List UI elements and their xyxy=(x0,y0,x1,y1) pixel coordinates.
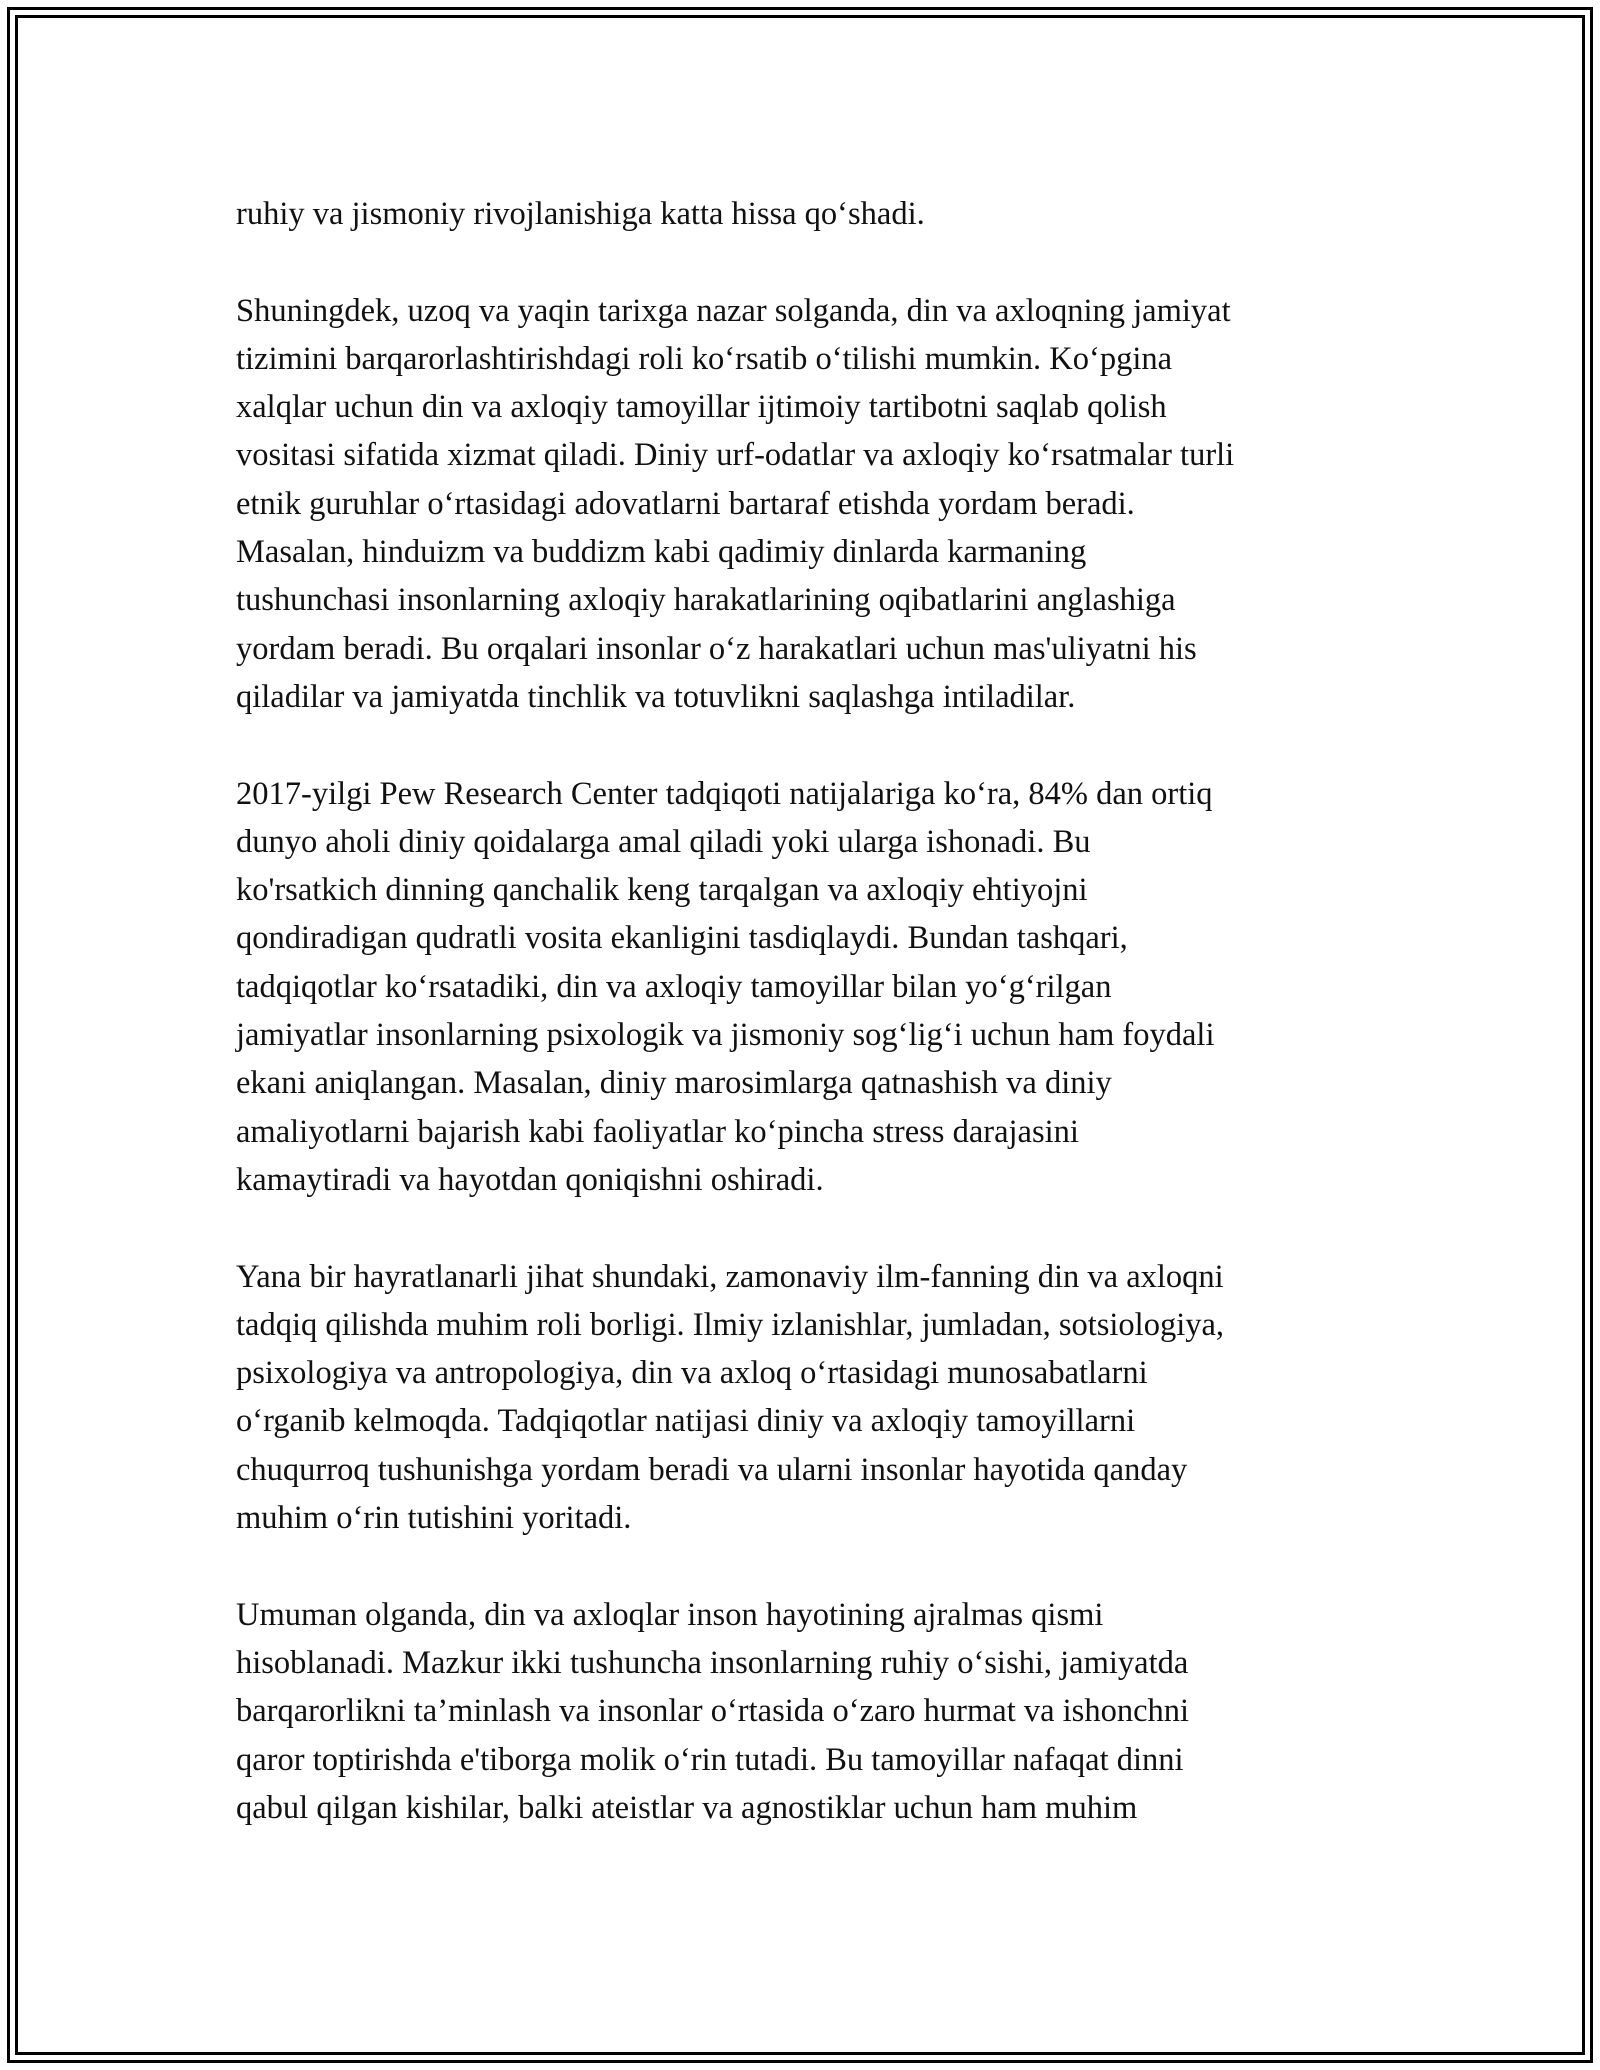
paragraph-4 xyxy=(236,1253,1376,1543)
text-line: tizimini barqarorlashtirishdagi roli ko‘rsatib o‘tilishi mumkin. Ko‘pgina xyxy=(236,340,1173,377)
text-line: o‘rganib kelmoqda. Tadqiqotlar natijasi diniy va axloqiy tamoyillarni xyxy=(236,1403,1136,1440)
text-line: hisoblanadi. Mazkur ikki tushuncha insonlarning ruhiy o‘sishi, jamiyatda xyxy=(236,1644,1189,1681)
text-line: etnik guruhlar o‘rtasidagi adovatlarni bartaraf etishda yordam beradi. xyxy=(236,485,1135,522)
document-body xyxy=(236,190,1376,1832)
text-line: chuqurroq tushunishga yordam beradi va ularni insonlar hayotida qanday xyxy=(236,1451,1188,1488)
text-line: Umuman olganda, din va axloqlar inson hayotining ajralmas qismi xyxy=(236,1596,1104,1633)
text-line: Yana bir hayratlanarli jihat shundaki, zamonaviy ilm-fanning din va axloqni xyxy=(236,1258,1224,1295)
text-line: dunyo aholi diniy qoidalarga amal qiladi yoki ularga ishonadi. Bu xyxy=(236,823,1091,860)
text-line: jamiyatlar insonlarning psixologik va jismoniy sog‘lig‘i uchun ham foydali xyxy=(236,1017,1215,1054)
text-line: 2017-yilgi Pew Research Center tadqiqoti natijalariga ko‘ra, 84% dan ortiq xyxy=(236,775,1213,812)
text-line: xalqlar uchun din va axloqiy tamoyillar ijtimoiy tartibotni saqlab qolish xyxy=(236,389,1167,426)
text-line: tushunchasi insonlarning axloqiy harakatlarining oqibatlarini anglashiga xyxy=(236,582,1176,619)
text-line: qondiradigan qudratli vosita ekanligini tasdiqlaydi. Bundan tashqari, xyxy=(236,920,1128,957)
text-line: psixologiya va antropologiya, din va axloq o‘rtasidagi munosabatlarni xyxy=(236,1355,1148,1392)
text-line: ekani aniqlangan. Masalan, diniy marosimlarga qatnashish va diniy xyxy=(236,1065,1112,1102)
text-line: kamaytiradi va hayotdan qoniqishni oshiradi. xyxy=(236,1161,824,1198)
text-line: Shuningdek, uzoq va yaqin tarixga nazar solganda, din va axloqning jamiyat xyxy=(236,292,1231,329)
text-line: muhim o‘rin tutishini yoritadi. xyxy=(236,1500,632,1537)
paragraph-3 xyxy=(236,770,1376,1205)
text-line: ko'rsatkich dinning qanchalik keng tarqalgan va axloqiy ehtiyojni xyxy=(236,872,1088,909)
text-line: amaliyotlarni bajarish kabi faoliyatlar ko‘pincha stress darajasini xyxy=(236,1113,1079,1150)
text-line: tadqiqotlar ko‘rsatadiki, din va axloqiy tamoyillar bilan yo‘g‘rilgan xyxy=(236,968,1112,1005)
text-line: yordam beradi. Bu orqalari insonlar o‘z harakatlari uchun mas'uliyatni his xyxy=(236,630,1197,667)
text-line: qabul qilgan kishilar, balki ateistlar va agnostiklar uchun ham muhim xyxy=(236,1789,1138,1826)
text-line: tadqiq qilishda muhim roli borligi. Ilmiy izlanishlar, jumladan, sotsiologiya, xyxy=(236,1306,1225,1343)
paragraph-1 xyxy=(236,190,1376,238)
paragraph-5 xyxy=(236,1591,1376,1832)
text-line: ruhiy va jismoniy rivojlanishiga katta hissa qo‘shadi. xyxy=(236,196,925,232)
text-line: qaror toptirishda e'tiborga molik o‘rin tutadi. Bu tamoyillar nafaqat dinni xyxy=(236,1741,1184,1778)
text-line: Masalan, hinduizm va buddizm kabi qadimiy dinlarda karmaning xyxy=(236,534,1087,571)
text-line: vositasi sifatida xizmat qiladi. Diniy urf-odatlar va axloqiy ko‘rsatmalar turli xyxy=(236,437,1235,474)
paragraph-2 xyxy=(236,287,1376,722)
text-line: qiladilar va jamiyatda tinchlik va totuvlikni saqlashga intiladilar. xyxy=(236,678,1076,715)
text-line: barqarorlikni ta’minlash va insonlar o‘rtasida o‘zaro hurmat va ishonchni xyxy=(236,1693,1190,1730)
